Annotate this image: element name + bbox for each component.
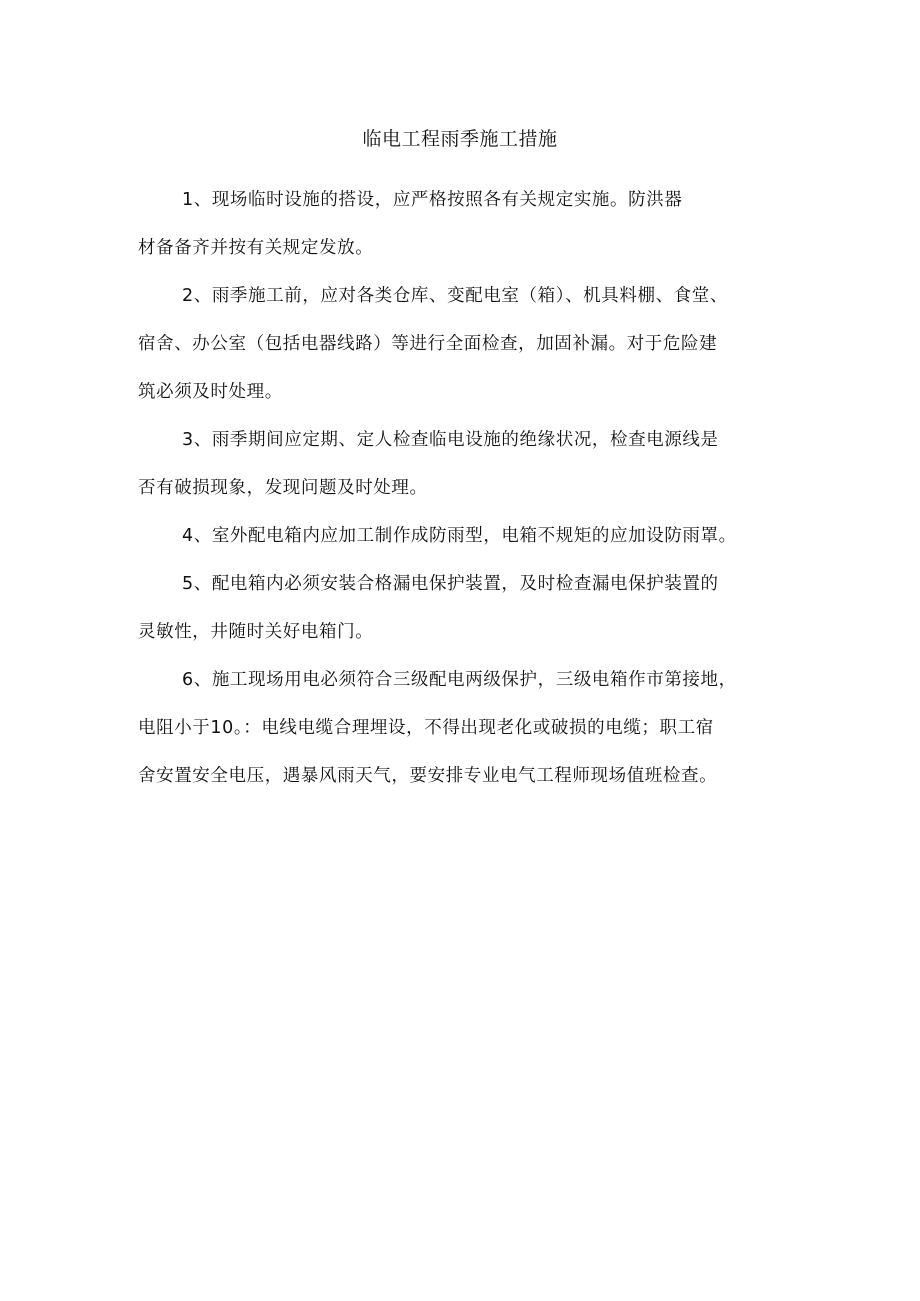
paragraph-line: 宿舍、办公室（包括电器线路）等进行全面检查，加固补漏。对于危险建 (138, 334, 718, 354)
paragraph-line: 6、施工现场用电必须符合三级配电两级保护，三级电箱作市第接地， (182, 670, 737, 690)
paragraph-line: 5、配电箱内必须安装合格漏电保护装置，及时检查漏电保护装置的 (182, 574, 719, 594)
paragraph-line: 舍安置安全电压，遇暴风雨天气，要安排专业电气工程师现场值班检查。 (138, 766, 718, 786)
paragraph-line: 2、雨季施工前，应对各类仓库、变配电室（箱）、机具料棚、食堂、 (182, 286, 728, 306)
paragraph-2 (138, 272, 786, 416)
paragraph-line: 筑必须及时处理。 (138, 382, 283, 402)
paragraph-line: 材备备齐并按有关规定发放。 (138, 238, 374, 258)
document-body (138, 176, 786, 800)
paragraph-line: 4、室外配电箱内应加工制作成防雨型，电箱不规矩的应加设防雨罩。 (182, 526, 737, 546)
paragraph-6 (138, 656, 786, 800)
paragraph-line: 电阻小于10。：电线电缆合理埋设，不得出现老化或破损的电缆；职工宿 (138, 718, 714, 738)
paragraph-line: 3、雨季期间应定期、定人检查临电设施的绝缘状况，检查电源线是 (182, 430, 719, 450)
paragraph-5 (138, 560, 786, 656)
paragraph-line: 灵敏性，井随时关好电箱门。 (138, 622, 374, 642)
paragraph-line: 1、现场临时设施的搭设，应严格按照各有关规定实施。防洪器 (182, 190, 683, 210)
paragraph-4 (138, 512, 786, 560)
document-title: 临电工程雨季施工措施 (362, 129, 558, 150)
paragraph-1 (138, 176, 786, 272)
paragraph-line: 否有破损现象，发现问题及时处理。 (138, 478, 428, 498)
paragraph-3 (138, 416, 786, 512)
